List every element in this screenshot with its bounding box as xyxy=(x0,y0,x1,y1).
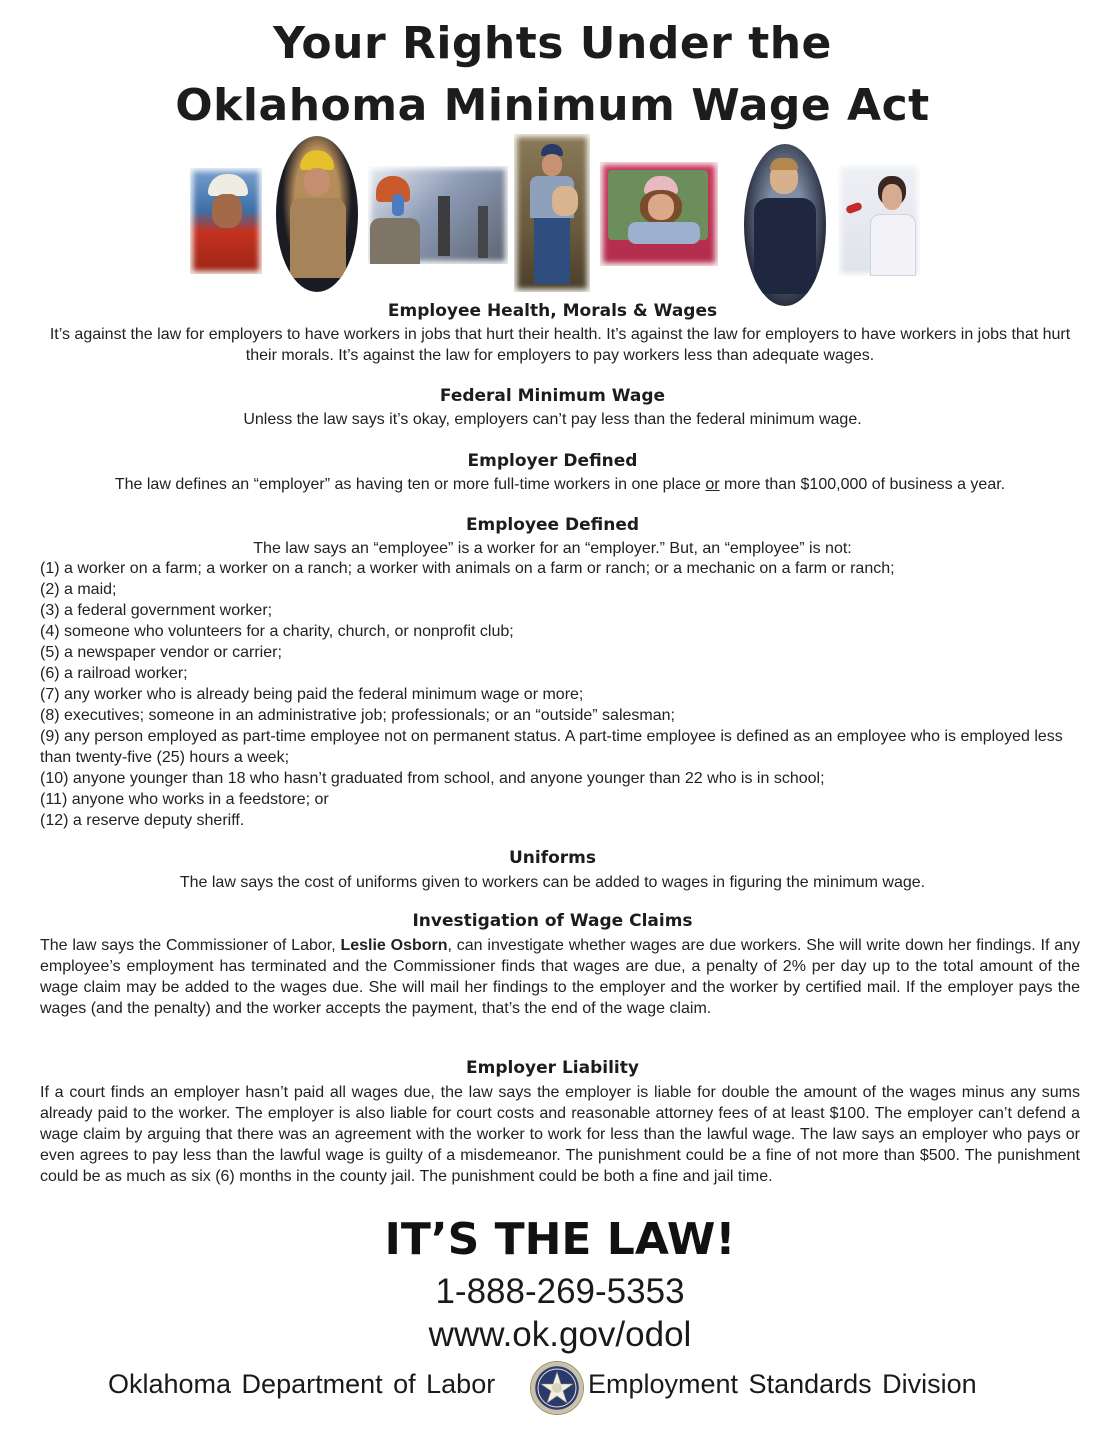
website-link[interactable]: www.ok.gov/odol xyxy=(428,1315,692,1354)
photo-woman-in-red-truck xyxy=(600,162,718,266)
state-seal-icon xyxy=(531,1362,583,1414)
its-the-law-callout: IT’S THE LAW! xyxy=(384,1214,736,1265)
poster-title-line-1: Your Rights Under the xyxy=(273,18,832,69)
text-employer-defined xyxy=(30,474,1090,495)
heading-employee-defined: Employee Defined xyxy=(465,515,640,535)
heading-uniforms: Uniforms xyxy=(508,848,597,868)
text-employer-liability: If a court finds an employer hasn’t paid all wages due, the law says the employer is liable for double the amount of the wages minus any sums already paid to the worker. The employer is also liable for court costs and reasonable attorney fees of at least $100. The employer can’t defend a wage claim by arguing that there was an agreement with the worker to work for less than the lawful wage. The law says an employer who pays or even agrees to pay less than the lawful wage is guilty of a misdemeanor. The punishment could be a fine of not more than $500. The punishment could be as much as six (6) months in the county jail. The punishment could be both a fine and jail time. xyxy=(40,1084,1080,1185)
footer xyxy=(0,1366,1105,1410)
investigation-text-part: , can investigate whether wages are due workers. She will write down her findings. If any employee’s employment has terminated and the Commissioner finds that wages are due, a penalty of 2% per day up to the total amount of the wage claim may be added to the wages due. She will mail her findings to the employer and the worker by certified mail. If the employer pays the wages (and the penalty) and the worker accepts the payment, that’s the end of the wage claim. xyxy=(40,937,1080,1017)
photo-worker-ear-protection xyxy=(368,166,508,264)
list-item: (9) any person employed as part-time employee not on permanent status. A part-time employee is defined as an employee who is employed less than twenty-five (25) hours a week; xyxy=(40,728,1063,766)
text-uniforms: The law says the cost of uniforms given to workers can be added to wages in figuring the minimum wage. xyxy=(179,874,926,891)
photo-police-officer xyxy=(744,144,826,306)
worker-photo-collage xyxy=(188,132,923,307)
phone-number: 1-888-269-5353 xyxy=(435,1272,685,1311)
text-federal-minimum-wage: Unless the law says it’s okay, employers can’t pay less than the federal minimum wage. xyxy=(243,411,862,428)
commissioner-name: Leslie Osborn xyxy=(340,937,448,954)
list-item: (2) a maid; xyxy=(40,581,117,598)
footer-division: Employment Standards Division xyxy=(588,1369,977,1399)
list-item: (12) a reserve deputy sheriff. xyxy=(40,812,245,829)
underlined-or: or xyxy=(705,476,720,493)
heading-employer-defined: Employer Defined xyxy=(467,451,638,471)
list-item: (3) a federal government worker; xyxy=(40,602,273,619)
text-investigation-wage-claims xyxy=(40,935,1080,1019)
investigation-text-part: The law says the Commissioner of Labor, xyxy=(40,937,341,954)
photo-hard-hat-worker xyxy=(190,168,262,274)
heading-employer-liability: Employer Liability xyxy=(466,1058,639,1078)
list-item: (8) executives; someone in an administrative job; professionals; or an “outside” salesman; xyxy=(40,707,675,724)
photo-woman-yellow-hard-hat xyxy=(276,136,358,292)
heading-investigation-wage-claims: Investigation of Wage Claims xyxy=(412,911,693,931)
list-item: (5) a newspaper vendor or carrier; xyxy=(40,644,282,661)
text-employee-defined-intro: The law says an “employee” is a worker for an “employer.” But, an “employee” is not: xyxy=(253,540,852,557)
text-health-morals-wages: It’s against the law for employers to have workers in jobs that hurt their health. It’s against the law for employers to have workers in jobs that hurt their morals. It’s against the law for employers to pay workers less than adequate wages. xyxy=(49,326,1071,364)
list-item: (1) a worker on a farm; a worker on a ranch; a worker with animals on a farm or ranch; or a mechanic on a farm or ranch; xyxy=(40,560,895,577)
employer-defined-text-part: more than $100,000 of business a year. xyxy=(719,476,1006,493)
list-item: (11) anyone who works in a feedstore; or xyxy=(40,791,329,808)
employer-defined-text-part: The law defines an “employer” as having ten or more full-time workers in one place xyxy=(114,476,706,493)
photo-lab-technician xyxy=(838,164,920,276)
employee-exclusions-list xyxy=(40,558,1080,831)
list-item: (7) any worker who is already being paid the federal minimum wage or more; xyxy=(40,686,584,703)
photo-farmer-with-goat xyxy=(514,134,590,292)
heading-health-morals-wages: Employee Health, Morals & Wages xyxy=(387,301,718,321)
footer-department: Oklahoma Department of Labor xyxy=(108,1369,496,1399)
list-item: (4) someone who volunteers for a charity, church, or nonprofit club; xyxy=(40,623,514,640)
poster-title-line-2: Oklahoma Minimum Wage Act xyxy=(175,80,930,131)
heading-federal-minimum-wage: Federal Minimum Wage xyxy=(439,386,666,406)
list-item: (10) anyone younger than 18 who hasn’t graduated from school, and anyone younger than 22 who is in school; xyxy=(40,770,825,787)
list-item: (6) a railroad worker; xyxy=(40,665,188,682)
